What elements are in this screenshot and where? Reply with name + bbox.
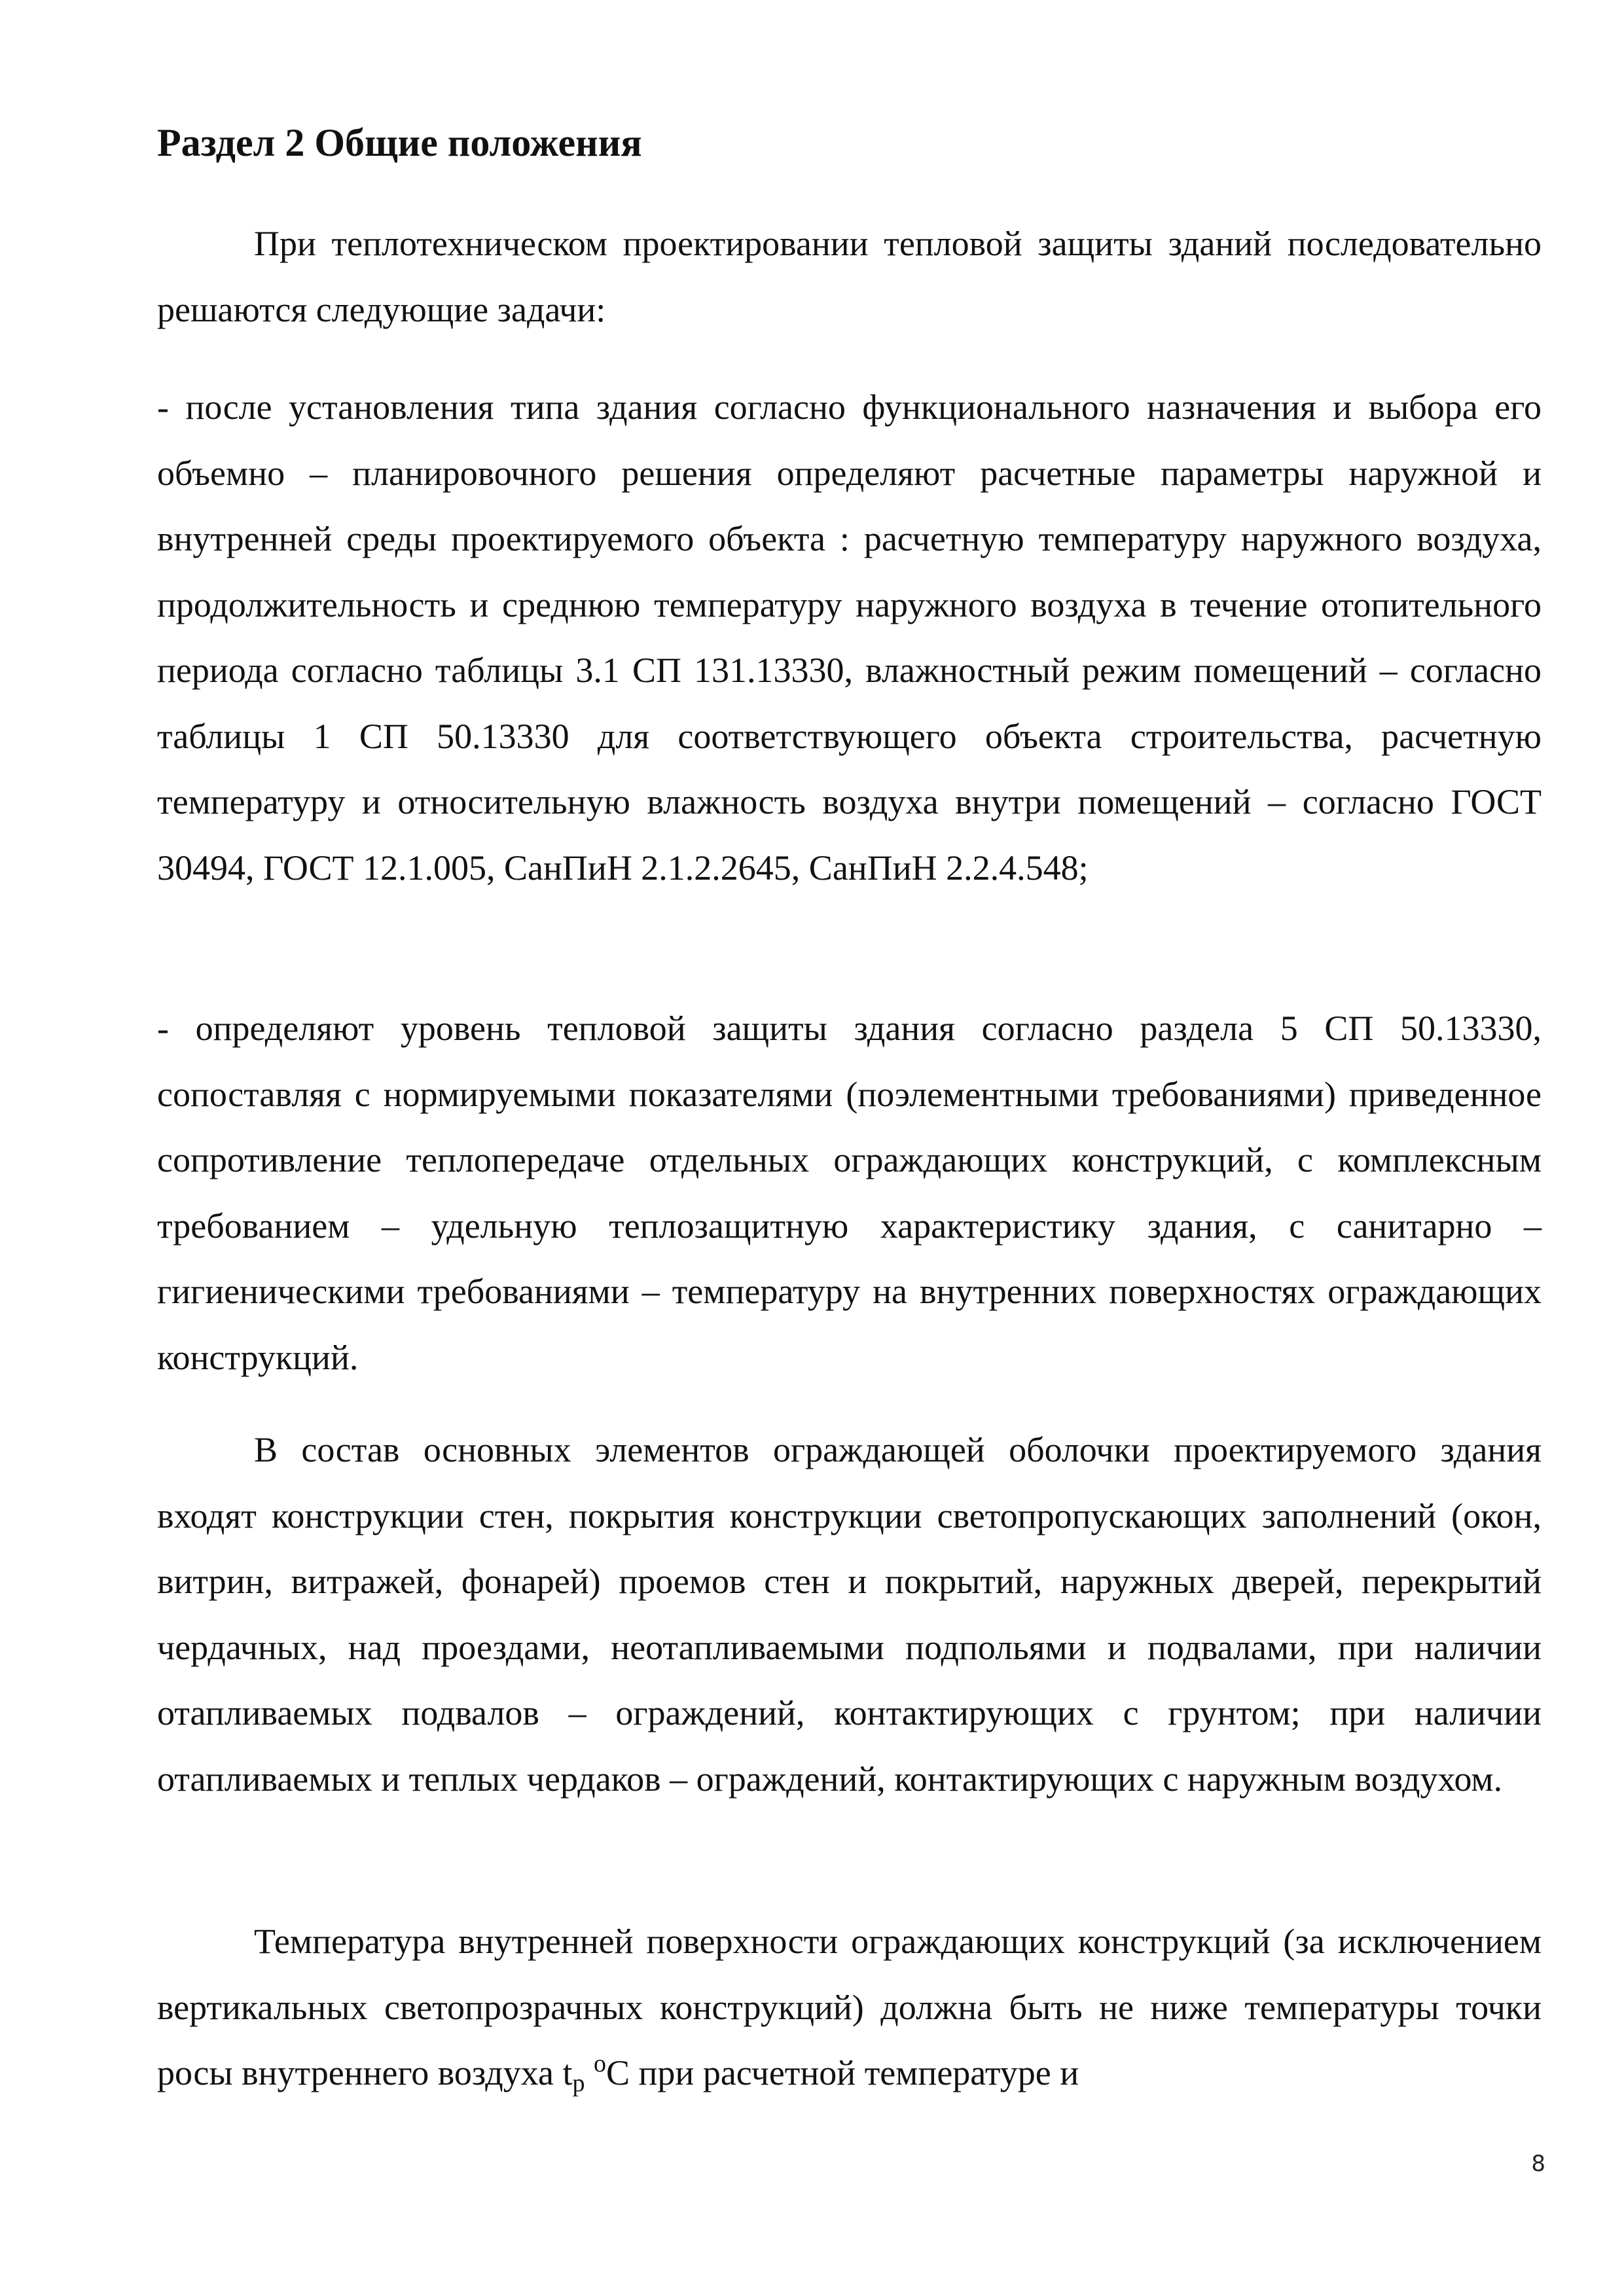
- paragraph-task-parameters: - после установления типа здания согласно функционального назначения и выбора его объемно – планировочного решения определяют расчетные параметры наружной и внутренней среды проектируемого объекта : расчетную температуру наружного воздуха, продолжительность и среднюю температуру наружного воздуха в течение отопительного периода согласно таблицы 3.1 СП 131.13330, влажностный режим помещений – согласно таблицы 1 СП 50.13330 для соответствующего объекта строительства, расчетную температуру и относительную влажность воздуха внутри помещений – согласно ГОСТ 30494, ГОСТ 12.1.005, СанПиН 2.1.2.2645, СанПиН 2.2.4.548;: [157, 387, 1542, 888]
- paragraph-task-protection-level: - определяют уровень тепловой защиты здания согласно раздела 5 СП 50.13330, сопоставляя с нормируемыми показателями (поэлементными требованиями) приведенное сопротивление теплопередаче отдельных ограждающих конструкций, с комплексным требованием – удельную теплозащитную характеристику здания, с санитарно – гигиеническими требованиями – температуру на внутренних поверхностях ограждающих конструкций.: [157, 1009, 1542, 1377]
- paragraph-envelope-elements: В состав основных элементов ограждающей оболочки проектируемого здания входят конструкции стен, покрытия конструкции светопропускающих заполнений (окон, витрин, витражей, фонарей) проемов стен и покрытий, наружных дверей, перекрытий чердачных, над проездами, неотапливаемыми подпольями и подвалами, при наличии отапливаемых подвалов – ограждений, контактирующих с грунтом; при наличии отапливаемых и теплых чердаков – ограждений, контактирующих с наружным воздухом.: [157, 1430, 1542, 1799]
- paragraph-text-after: С при расчетной температуре и: [606, 2053, 1079, 2092]
- paragraph-text-before: Температура внутренней поверхности ограждающих конструкций (за исключением вертикальных светопрозрачных конструкций) должна быть не ниже температуры точки росы внутреннего воздуха t: [157, 1922, 1542, 2092]
- dew-point-subscript: р: [572, 2070, 585, 2097]
- spacer-text: [585, 2053, 594, 2092]
- paragraph-surface-temperature: [157, 1909, 1542, 2106]
- degree-superscript: о: [594, 2050, 606, 2077]
- paragraph-intro: При теплотехническом проектировании тепловой защиты зданий последовательно решаются следующие задачи:: [157, 224, 1542, 329]
- document-page: [157, 0, 1542, 2296]
- page-number: 8: [1531, 2151, 1545, 2177]
- section-heading: Раздел 2 Общие положения: [157, 121, 642, 164]
